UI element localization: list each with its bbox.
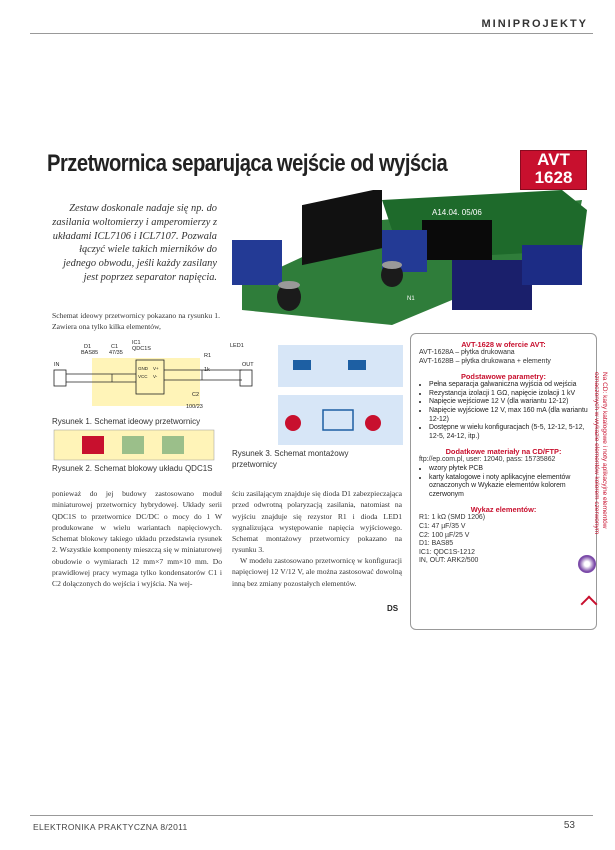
param-item: • Napięcie wyjściowe 12 V, max 160 mA (dla wariantu 12-12) [429,407,588,424]
part-item: C1: 47 µF/35 V [419,522,466,530]
page-number: 53 [563,820,575,831]
part-item: C2: 100 µF/25 V [419,531,470,539]
figure1-caption: Rysunek 1. Schemat ideowy przetwornicy [52,417,201,426]
product-photo [232,190,587,330]
offer-item-b: AVT-1628B – płytka drukowana + elementy [419,357,551,365]
side-note: Na CD: karty katalogowe i noty aplikacyjne elementów oznaczonych w wykazie elementów kolorem czerwonym [593,372,608,535]
part-item: R1: 1 kΩ (SMD 1206) [419,514,486,522]
part-item: D1: BAS85 [419,540,454,548]
sch-d1: D1 [84,344,92,350]
sch-ic1: IC1 [132,340,141,346]
sch-r1: R1 [204,353,212,359]
pcb-in-label: Ini [247,317,255,324]
param-item: • Pełna separacja galwaniczna wyjścia od wejścia [429,381,588,390]
section-tag: MINIPROJEKTY [481,18,588,30]
sch-c1v: 47/35 [109,350,123,356]
column-2-text: ponieważ do jej budowy zastosowano moduł miniaturowej przetwornicy hybrydowej. Układy serii QDC1S to przetwornice DC/DC o mocy do 1 W produkowane w wielu wariantach napięciowych. Schemat blokowy takiego układu przedstawia rysunek 2. Wszystkie komponenty mieszczą się w miniaturowej obudowie o wymiarach 12 mm×7 mm×10 mm. Do prawidłowej pracy wymaga tylko kondensatorów C1 i C2 dołączonych do wejścia i wyjścia. Na wej- [52,489,222,589]
sch-pin-gnd: GND [138,366,148,371]
block-diagram [52,426,217,464]
sch-ic1v: QDC1S [132,346,151,352]
sch-in: IN [54,362,60,368]
param-item: • Napięcie wejściowe 12 V (dla wariantu 12-12) [429,398,588,407]
sch-d1v: BAS85 [81,350,99,356]
pcb-n-label: N1 [407,296,415,302]
extra-item: • wzory płytek PCB [429,465,588,474]
schematic-figure [52,340,262,415]
pcb-layout [278,345,403,445]
author: DS [387,604,399,613]
extra-ftp-link[interactable]: ftp://ep.com.pl, user: 12040, pass: 15735862 [419,456,556,464]
offer-heading: AVT-1628 w ofercie AVT: [461,340,546,349]
param-item: • Rezystancja izolacji 1 GΩ, napięcie izolacji 1 kV [429,390,588,399]
sch-pin-vminus: V- [153,374,158,379]
params-heading: Podstawowe parametry: [460,372,547,382]
sch-c2v: 100/23 [186,404,203,410]
sch-r1v: 1k [204,367,210,373]
param-item: • Dostępne w wielu konfiguracjach (5-5, 12-12, 5-12, 12-5, 24-12, itp.) [429,424,588,441]
extra-item: • karty katalogowe i noty aplikacyjne elementów oznaczonych w Wykazie elementów kolorem czerwonym [429,474,588,500]
sch-c1: C1 [111,344,119,350]
lead-paragraph: Zestaw doskonale nadaje się np. do zasilania woltomierzy i amperomierzy z układami ICL7106 i ICL7107. Pozwala łączyć wiele takich mierników do jednego obwodu, jeśli każdy zasilany jest poprzez separator napięcia. [52,203,217,283]
avt-badge [520,150,587,190]
sch-pin-vplus: V+ [153,366,159,371]
column-3-text: ściu zasilającym znajduje się dioda D1 zabezpieczająca przed odwrotną polaryzacją zasilania, natomiast na wyjściu znajduje się rezystor R1 i dioda LED1 sygnalizująca występowanie napięcia wyjściowego. Schemat montażowy przetwornicy pokazano na rysunku 3. [232,489,402,555]
figure2-caption: Rysunek 2. Schemat blokowy układu QDC1S [52,464,213,473]
figure3-caption: Rysunek 3. Schemat montażowy przetwornicy [232,449,349,469]
sch-c2: C2 [192,392,200,398]
footer-divider [30,815,593,816]
cd-icon [578,555,596,573]
sch-pin-vcc: VCC [138,374,148,379]
extra-list [419,465,588,499]
sch-led: LED1 [230,343,244,349]
intro-paragraph: Schemat ideowy przetwornicy pokazano na rysunku 1. Zawiera ona tylko kilka elementów, [52,311,220,331]
pcb-label: A14.04. 05/06 [432,208,482,217]
top-divider [30,33,593,34]
badge-line2: 1628 [534,168,573,187]
part-item: IN, OUT: ARK2/500 [419,557,479,565]
article-title: Przetwornica separująca wejście od wyjścia [47,150,448,177]
side-note-container [578,372,608,552]
extra-heading: Dodatkowe materiały na CD/FTP: [445,447,562,457]
info-box [410,333,597,630]
footer-magazine: ELEKTRONIKA PRAKTYCZNA 8/2011 [33,822,188,832]
column-3-text-b: W modelu zastosowano przetwornicę w konfiguracji napięciowej 12 V/12 V, ale można zastosować dowolną inną bez zmiany pozostałych elementów. [232,556,402,588]
parts-heading: Wykaz elementów: [470,505,537,515]
badge-line1: AVT [537,150,570,169]
sch-out: OUT [242,362,254,368]
offer-item-a: AVT-1628A – płytka drukowana [419,349,515,356]
params-list [419,381,588,441]
part-item: IC1: QDC1S-1212 [419,548,475,556]
